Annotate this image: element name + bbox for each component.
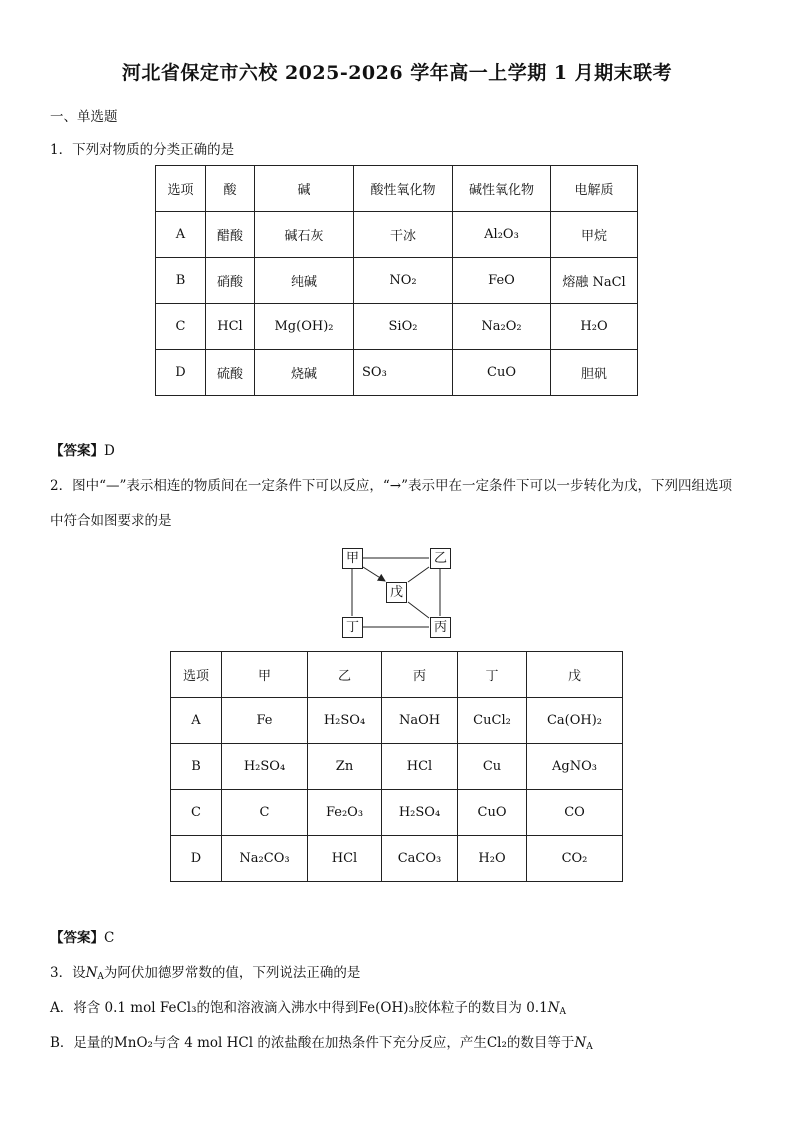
- q3-stem-post: 为阿伏加德罗常数的值，下列说法正确的是: [103, 965, 361, 981]
- q2-reaction-diagram: [338, 540, 458, 642]
- avogadro-subscript: A: [586, 1042, 593, 1052]
- table-cell: B: [156, 258, 206, 304]
- node-wu: 戊: [386, 582, 407, 603]
- table-cell: B: [171, 744, 222, 790]
- header-cell: 乙: [308, 652, 382, 698]
- header-cell: 丙: [382, 652, 458, 698]
- option-b-text: B．足量的MnO₂与含 4 mol HCl 的浓盐酸在加热条件下充分反应，产生Cl₂的数目等于: [50, 1035, 575, 1051]
- answer-label: 【答案】: [50, 443, 104, 459]
- table-cell: CO₂: [527, 836, 623, 882]
- header-cell: 选项: [171, 652, 222, 698]
- table-row: [171, 698, 623, 744]
- answer-value: C: [104, 930, 115, 946]
- q1-stem: 1．下列对物质的分类正确的是: [50, 142, 235, 158]
- q2-stem-line1: 2．图中“—”表示相连的物质间在一定条件下可以反应，“→”表示甲在一定条件下可以一步转化为戊，下列四组选项: [50, 478, 733, 494]
- header-cell: 电解质: [551, 166, 638, 212]
- table-cell: CuO: [453, 350, 551, 396]
- table-cell: C: [171, 790, 222, 836]
- table-cell: H₂SO₄: [308, 698, 382, 744]
- avogadro-subscript: A: [559, 1007, 566, 1017]
- answer-value: D: [104, 443, 115, 459]
- table-cell: H₂O: [551, 304, 638, 350]
- table-cell: Na₂O₂: [453, 304, 551, 350]
- q3-option-b: [50, 1031, 593, 1052]
- page-title: 河北省保定市六校 2025-2026 学年高一上学期 1 月期末联考: [121, 62, 673, 84]
- table-cell: CuCl₂: [458, 698, 527, 744]
- table-cell: CO: [527, 790, 623, 836]
- table-cell: HCl: [308, 836, 382, 882]
- header-cell: 选项: [156, 166, 206, 212]
- table-cell: HCl: [382, 744, 458, 790]
- table-cell: 熔融 NaCl: [551, 258, 638, 304]
- table-cell: 硫酸: [206, 350, 255, 396]
- q1-table: [155, 165, 638, 396]
- table-cell: D: [171, 836, 222, 882]
- avogadro-symbol: N: [574, 1035, 587, 1051]
- q2-table: [170, 651, 623, 882]
- table-cell: C: [156, 304, 206, 350]
- table-cell: HCl: [206, 304, 255, 350]
- table-cell: 碱石灰: [255, 212, 354, 258]
- table-cell: Mg(OH)₂: [255, 304, 354, 350]
- table-cell: FeO: [453, 258, 551, 304]
- header-cell: 甲: [222, 652, 308, 698]
- q2-stem-line2: 中符合如图要求的是: [50, 513, 172, 529]
- table-cell: Al₂O₃: [453, 212, 551, 258]
- table-row: [156, 258, 638, 304]
- table-row: [156, 350, 638, 396]
- table-header-row: [156, 166, 638, 212]
- table-cell: Fe: [222, 698, 308, 744]
- node-ding: 丁: [342, 617, 363, 638]
- q1-answer: [50, 439, 115, 459]
- arrow-jia-to-wu: [363, 567, 385, 581]
- table-cell: NO₂: [354, 258, 453, 304]
- table-cell: 甲烷: [551, 212, 638, 258]
- table-cell: 纯碱: [255, 258, 354, 304]
- table-cell: CuO: [458, 790, 527, 836]
- header-cell: 酸: [206, 166, 255, 212]
- header-cell: 丁: [458, 652, 527, 698]
- table-cell: 硝酸: [206, 258, 255, 304]
- node-yi: 乙: [430, 548, 451, 569]
- table-cell: A: [171, 698, 222, 744]
- table-row: [171, 744, 623, 790]
- link-yi-wu: [408, 567, 429, 582]
- table-cell: NaOH: [382, 698, 458, 744]
- table-cell: 烧碱: [255, 350, 354, 396]
- table-cell: C: [222, 790, 308, 836]
- node-bing: 丙: [430, 617, 451, 638]
- answer-label: 【答案】: [50, 930, 104, 946]
- avogadro-symbol: N: [85, 965, 98, 981]
- q2-answer: [50, 926, 114, 946]
- table-row: [171, 790, 623, 836]
- avogadro-subscript: A: [97, 972, 104, 982]
- header-cell: 碱性氧化物: [453, 166, 551, 212]
- table-cell: H₂SO₄: [222, 744, 308, 790]
- table-header-row: [171, 652, 623, 698]
- table-cell: H₂O: [458, 836, 527, 882]
- table-row: [156, 212, 638, 258]
- table-cell: AgNO₃: [527, 744, 623, 790]
- option-a-text: A．将含 0.1 mol FeCl₃的饱和溶液滴入沸水中得到Fe(OH)₃胶体粒子的数目为 0.1: [50, 1000, 548, 1016]
- avogadro-symbol: N: [547, 1000, 560, 1016]
- table-cell: A: [156, 212, 206, 258]
- header-cell: 碱: [255, 166, 354, 212]
- table-cell: CaCO₃: [382, 836, 458, 882]
- table-cell: H₂SO₄: [382, 790, 458, 836]
- q3-stem: [50, 961, 360, 982]
- table-cell: Zn: [308, 744, 382, 790]
- table-cell: Cu: [458, 744, 527, 790]
- q3-stem-pre: 3．设: [50, 965, 86, 981]
- table-row: [156, 304, 638, 350]
- link-bing-wu: [408, 602, 429, 618]
- table-cell: Ca(OH)₂: [527, 698, 623, 744]
- table-cell: 胆矾: [551, 350, 638, 396]
- header-cell: 戊: [527, 652, 623, 698]
- q3-option-a: [50, 996, 566, 1017]
- table-cell: SO₃: [354, 350, 453, 396]
- header-cell: 酸性氧化物: [354, 166, 453, 212]
- section-heading: 一、单选题: [50, 109, 118, 125]
- table-cell: 干冰: [354, 212, 453, 258]
- table-cell: 醋酸: [206, 212, 255, 258]
- table-row: [171, 836, 623, 882]
- table-cell: Na₂CO₃: [222, 836, 308, 882]
- node-jia: 甲: [342, 548, 363, 569]
- table-cell: D: [156, 350, 206, 396]
- table-cell: Fe₂O₃: [308, 790, 382, 836]
- table-cell: SiO₂: [354, 304, 453, 350]
